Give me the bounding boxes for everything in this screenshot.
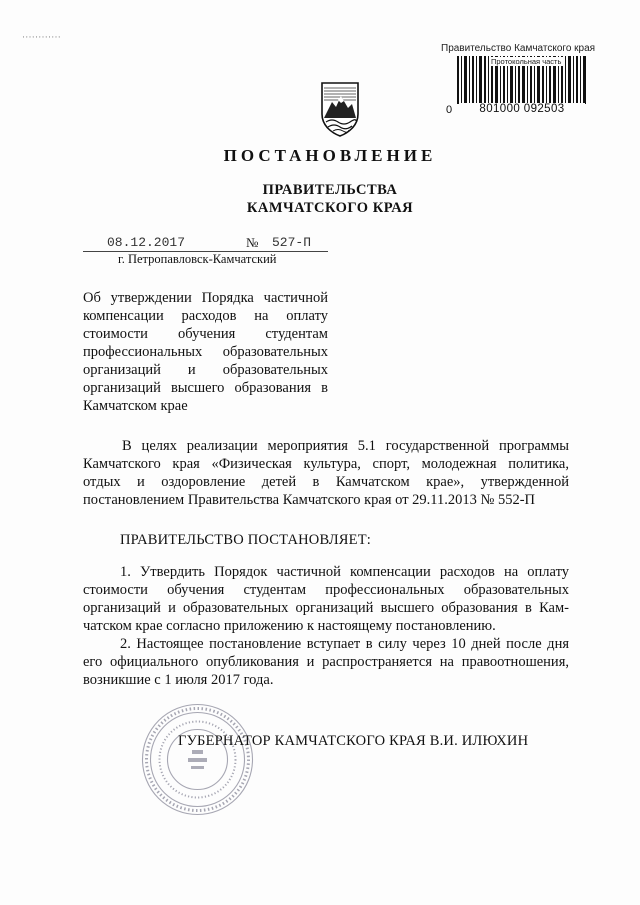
- item-line: чатском крае согласно приложению к настоящему постановлению.: [83, 618, 496, 634]
- preamble-line: отдых и оздоровление детей в Камчатском крае», утвержденной: [83, 474, 569, 490]
- signature-line: ГУБЕРНАТОР КАМЧАТСКОГО КРАЯ В.И. ИЛЮХИН: [178, 733, 529, 749]
- issuer-line-2: КАМЧАТСКОГО КРАЯ: [246, 200, 414, 216]
- document-date: 08.12.2017: [107, 235, 186, 250]
- subject-line: профессиональных образовательных: [83, 344, 328, 360]
- barcode-org-label: Правительство Камчатского края: [441, 43, 596, 54]
- document-title: ПОСТАНОВЛЕНИЕ: [223, 146, 437, 165]
- registration-line: [83, 235, 328, 252]
- subject-line: Об утверждении Порядка частичной: [83, 290, 328, 306]
- item-line: его официального опубликования и распространяется на правоотношения,: [83, 654, 569, 670]
- preamble-line: В целях реализации мероприятия 5.1 государственной программы: [122, 438, 569, 454]
- barcode-part-label: Протокольная часть: [491, 57, 562, 66]
- subject-line: компенсации расходов на оплату: [83, 308, 328, 324]
- item-line: 2. Настоящее постановление вступает в силу через 10 дней после дня: [120, 636, 569, 652]
- preamble-paragraph: [83, 437, 569, 509]
- item-line: стоимости обучения студентам профессиональных образовательных: [83, 582, 569, 598]
- barcode-number: 801000 092503: [459, 103, 585, 115]
- subject-line: организаций высшего образования в: [83, 380, 328, 396]
- resolution-items: [83, 563, 569, 689]
- item-line: 1. Утвердить Порядок частичной компенсации расходов на оплату: [120, 564, 569, 580]
- preamble-line: постановлением Правительства Камчатского края от 29.11.2013 № 552-П: [83, 492, 536, 508]
- barcode-prefix: 0: [446, 104, 453, 116]
- official-seal-icon: [140, 702, 255, 817]
- corner-mark: · · · · · · · · · · · ·: [22, 32, 60, 42]
- subject-line: стоимости обучения студентам: [83, 326, 328, 342]
- resolution-heading: ПРАВИТЕЛЬСТВО ПОСТАНОВЛЯЕТ:: [120, 532, 372, 548]
- number-sign: №: [246, 235, 259, 250]
- item-line: организаций и образовательных организаций высшего образования в Кам-: [83, 600, 569, 616]
- document-city: г. Петропавловск-Камчатский: [118, 252, 277, 266]
- item-line: возникшие с 1 июля 2017 года.: [83, 672, 274, 688]
- subject-line: Камчатском крае: [83, 398, 188, 414]
- preamble-line: Камчатского края «Физическая культура, спорт, молодежная политика,: [83, 456, 569, 472]
- issuer-line-1: ПРАВИТЕЛЬСТВА: [262, 182, 398, 198]
- coat-of-arms-icon: [318, 80, 362, 138]
- subject-line: организаций и образовательных: [83, 362, 328, 378]
- document-number: 527-П: [272, 235, 312, 250]
- document-subject: [83, 289, 328, 415]
